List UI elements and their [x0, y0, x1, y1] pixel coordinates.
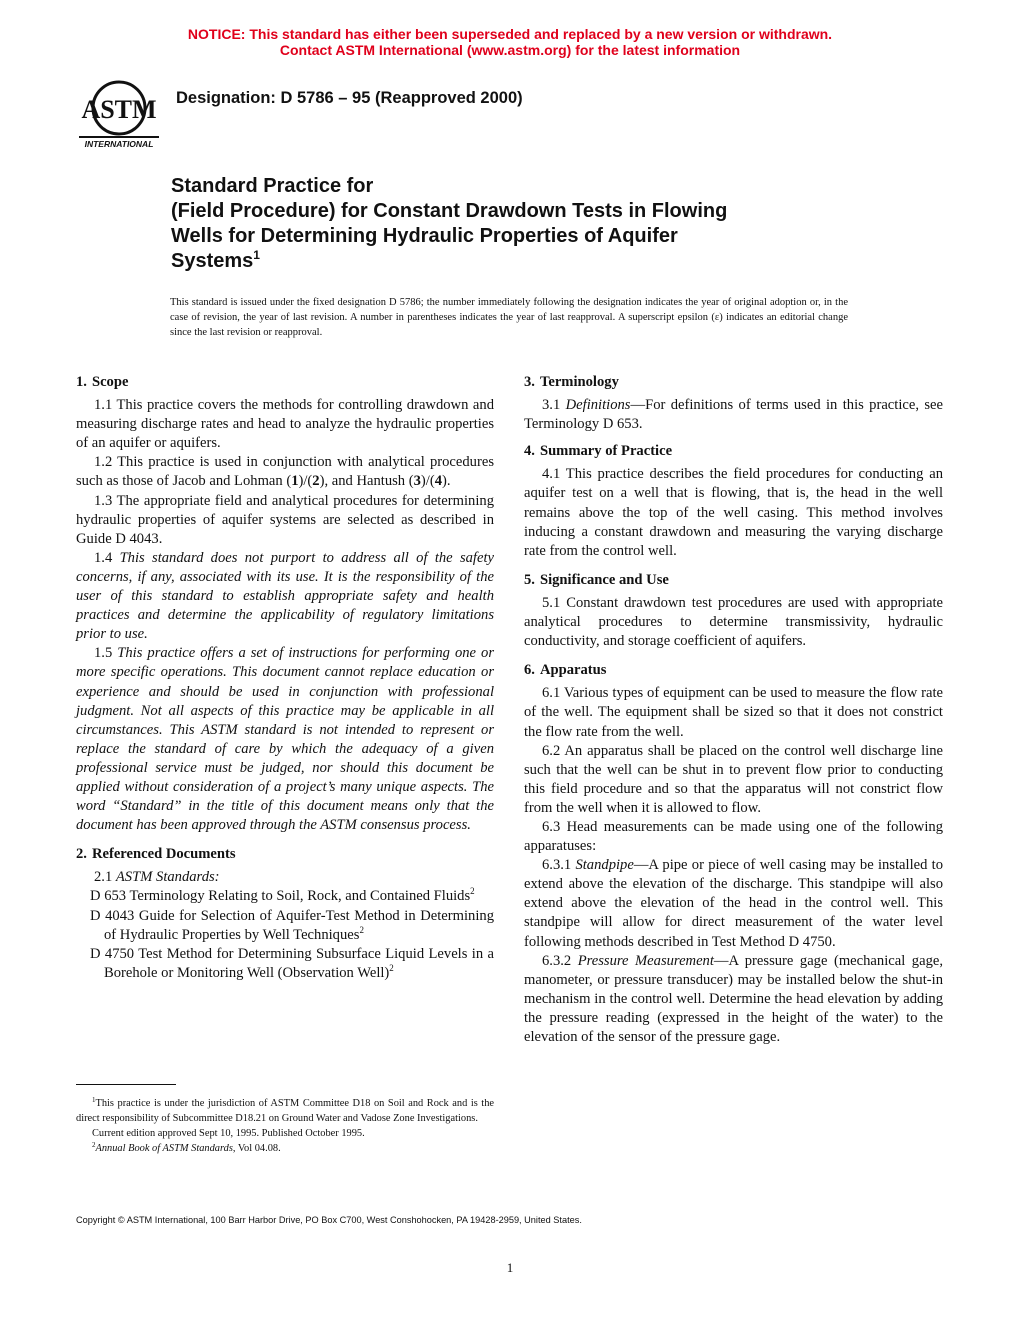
- para-4-1: 4.1 This practice describes the field procedures for conducting an aquifer test on a well that is flowing, that is, the head in the well remains above the top of the well casing. This method involves inducing a constant drawdown and measuring the varying discharge rate from the control well.: [524, 466, 943, 559]
- footnote-2: $^2$Annual Book of ASTM Standards, Vol 04.08.: [92, 1141, 281, 1155]
- title-line-4: Systems$^1$: [171, 248, 260, 272]
- para-6-2: 6.2 An apparatus shall be placed on the control well discharge line such that the well can be shut in to prevent flow prior to conducting this field procedure and so that the apparatus will not constrict flow from the well when it is allowed to flow.: [524, 742, 943, 816]
- withdrawal-notice: [0, 26, 1020, 58]
- para-1-1: 1.1 This practice covers the methods for controlling drawdown and measuring discharge rates and head to analyze the hydraulic properties of an aquifer or aquifers.: [76, 397, 494, 452]
- para-3-1: 3.1 Definitions—For definitions of terms used in this practice, see Terminology D 653.: [524, 397, 944, 433]
- section-heading-terminology: 3. Terminology: [524, 374, 619, 390]
- section-heading-significance: 5. Significance and Use: [524, 571, 669, 588]
- right-column: [524, 373, 943, 1047]
- notice-line-1: NOTICE: This standard has either been superseded and replaced by a new version or withdrawn.: [187, 26, 833, 42]
- reference-item: D 653 Terminology Relating to Soil, Rock, and Contained Fluids$^2$: [90, 886, 475, 905]
- logo-text: ASTM: [81, 95, 157, 124]
- copyright-line: Copyright © ASTM International, 100 Barr Harbor Drive, PO Box C700, West Conshohocken, PA 19428-2959, United States.: [76, 1215, 582, 1225]
- para-1-2: 1.2 This practice is used in conjunction with analytical procedures such as those of Jacob and Lohman (1)/(2), and Hantush (3)/(4).: [76, 454, 494, 490]
- section-heading-apparatus: 6. Apparatus: [524, 662, 607, 679]
- para-6-3: 6.3 Head measurements can be made using one of the following apparatuses:: [524, 818, 943, 855]
- title-line-1: Standard Practice for: [171, 175, 374, 197]
- para-6-3-2: 6.3.2 Pressure Measurement—A pressure gage (mechanical gage, manometer, or pressure transducer) may be installed below the shut-in mechanism in the control well. Determine the head elevation by adding the pressure reading (expressed in the height of the water) to the elevation of the sensor of the pressure gage.: [524, 952, 943, 1045]
- left-column: [76, 373, 494, 983]
- designation: Designation: D 5786 – 95 (Reapproved 2000): [176, 89, 523, 107]
- para-1-5: 1.5 This practice offers a set of instructions for performing one or more specific operations. This document cannot replace education or experience and should be used in conjunction with professional judgment. Not all aspects of this practice may be applicable in all circumstances. This ASTM standard is not intended to represent or replace the standard of care by which the adequacy of a given professional service must be judged, nor should this document be applied without consideration of a project’s many unique aspects. The word “Standard” in the title of this document means only that the document has been approved through the ASTM consensus process.: [76, 645, 494, 834]
- para-6-3-1: 6.3.1 Standpipe—A pipe or piece of well casing may be installed to extend above the elevation of the discharge. This standpipe will also extend above the elevation of the head in the control well. This standpipe will allow for direct measurement of the water level following methods described in Test Method D 4750.: [524, 857, 944, 950]
- page-number: 1: [506, 1260, 514, 1275]
- reference-item: D 4043 Guide for Selection of Aquifer-Test Method in Determining of Hydraulic Properties by Well Techniques$^2$: [90, 907, 494, 943]
- footnote-divider: [76, 1084, 176, 1085]
- section-heading-summary: 4. Summary of Practice: [524, 443, 673, 460]
- notice-line-2: Contact ASTM International (www.astm.org) for the latest information: [279, 42, 741, 58]
- title-line-3: Wells for Determining Hydraulic Properties of Aquifer: [171, 225, 678, 247]
- para-5-1: 5.1 Constant drawdown test procedures are used with appropriate analytical procedures to determine transmissivity, hydraulic conductivity, and storage coefficient of aquifers.: [524, 594, 943, 650]
- para-6-1: 6.1 Various types of equipment can be used to measure the flow rate of the well. The equipment shall be sized so that it does not constrict the flow rate from the well.: [524, 685, 943, 740]
- para-1-3: 1.3 The appropriate field and analytical procedures for determining hydraulic properties of aquifer systems are selected as described in Guide D 4043.: [76, 492, 494, 547]
- para-2-1: 2.1 ASTM Standards:: [94, 869, 220, 886]
- title-footnote-mark: 1: [253, 248, 260, 262]
- title-line-2: (Field Procedure) for Constant Drawdown Tests in Flowing: [171, 200, 728, 222]
- footnote-1-edition: Current edition approved Sept 10, 1995. Published October 1995.: [92, 1128, 365, 1140]
- issued-note: This standard is issued under the fixed designation D 5786; the number immediately following the designation indicates the year of original adoption or, in the case of revision, the year of last revision. A number in parentheses indicates the year of last reapproval. A superscript epsilon (ε) indicates an editorial change since the last revision or reapproval.: [170, 297, 848, 339]
- para-1-4: 1.4 This standard does not purport to address all of the safety concerns, if any, associated with its use. It is the responsibility of the user of this standard to establish appropriate safety and health practices and determine the applicability of regulatory limitations prior to use.: [76, 549, 494, 643]
- footnotes: [76, 1096, 494, 1156]
- section-heading-scope: 1. Scope: [76, 374, 129, 390]
- document-title: [171, 174, 727, 274]
- logo-subtext: INTERNATIONAL: [84, 139, 154, 149]
- section-heading-referenced-documents: 2. Referenced Documents: [76, 846, 236, 863]
- footnote-1: $^1$This practice is under the jurisdiction of ASTM Committee D18 on Soil and Rock and is the direct responsibility of Subcommittee D18.21 on Ground Water and Vadose Zone Investigations.: [76, 1096, 494, 1125]
- reference-item: D 4750 Test Method for Determining Subsurface Liquid Levels in a Borehole or Monitoring Well (Observation Well)$^2$: [90, 945, 494, 981]
- astm-logo: [76, 74, 162, 150]
